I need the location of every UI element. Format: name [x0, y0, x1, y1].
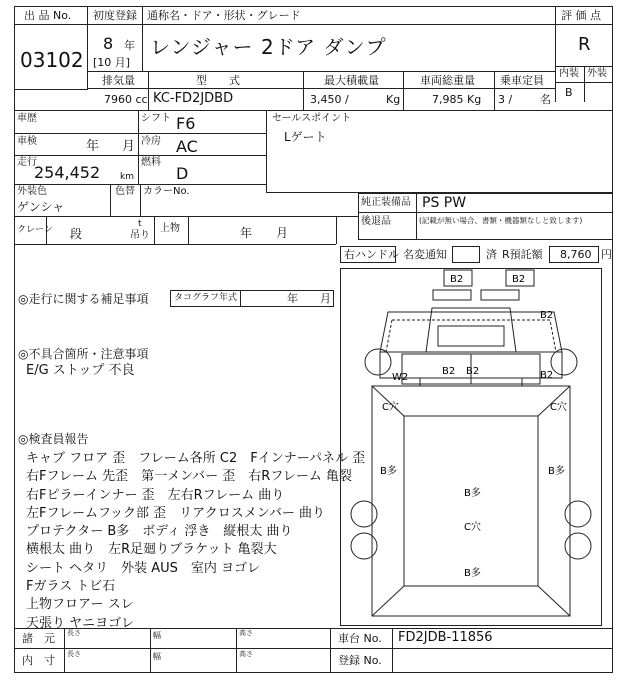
car-name: レンジャー 2ドア ダンプ [150, 35, 387, 59]
displacement-label: 排気量 [102, 74, 135, 87]
cab-dashed-l [386, 320, 392, 352]
inspector-line: キャブ フロア 歪 フレーム各所 C2 Fインナーパネル 歪 [26, 451, 366, 466]
mileage-value: 254,452 [34, 163, 101, 182]
first-reg-year-unit: 年 [124, 39, 135, 52]
bed-inner [404, 416, 538, 586]
spec-vline-2 [303, 71, 304, 110]
bed-month: 月 [276, 226, 289, 240]
mirror-right [481, 290, 519, 300]
cab-dashed [392, 320, 556, 352]
header-vline-1 [142, 6, 143, 71]
retrofit-note: (記載が無い場合、書類・機器類なしと致します) [419, 216, 583, 225]
crane-label: クレーン [17, 225, 53, 235]
bed-outer [372, 386, 570, 616]
ext-color-value: ゲンシャ [17, 200, 65, 214]
wheel-rr1 [565, 501, 591, 527]
mark-b2-right: B2 [540, 310, 554, 321]
equip-value: PS PW [422, 195, 467, 211]
model-label: 型 式 [196, 74, 240, 87]
inspector-lines [26, 447, 365, 630]
wheel-rl1 [351, 501, 377, 527]
maxload-value: 3,450 / [310, 93, 349, 106]
details-line-2 [14, 155, 266, 156]
mark-b2-side: B2 [540, 370, 554, 381]
history-label: 車歴 [17, 113, 37, 124]
length-label-1: 長さ [67, 629, 81, 637]
inspector-line: プロテクター B多 ボディ 浮き 縦根太 曲り [26, 524, 293, 540]
mark-b-center: B多 [464, 488, 481, 499]
ext-color-label: 外装色 [17, 186, 47, 197]
capacity-unit: 名 [540, 93, 551, 106]
defect-title: ◎不具合箇所・注意事項 [18, 347, 149, 361]
mark-c-left: C穴 [382, 402, 399, 413]
crane-vline-4 [336, 216, 337, 244]
mark-b2-top-right: B2 [512, 274, 526, 285]
details-line-1 [14, 133, 266, 134]
naigai-label: 内 寸 [22, 654, 55, 667]
shoen-label: 諸 元 [22, 632, 55, 645]
inspector-line: 天張り ヤニヨゴレ [26, 615, 135, 631]
interior-grade: B [565, 86, 573, 99]
mark-b2-top-left: B2 [450, 274, 464, 285]
retrofit-label: 後退品 [361, 216, 391, 227]
inspection-label: 車検 [17, 136, 37, 147]
inspector-title: ◎検査員報告 [18, 432, 89, 446]
first-reg-year: 8 [103, 34, 114, 53]
mileage-label: 走行 [17, 157, 37, 168]
tax-unit: 円 [601, 248, 612, 261]
footer-line-top [14, 628, 613, 629]
tacho-year: 年 [287, 292, 298, 305]
footer-vline-5 [392, 628, 393, 673]
lot-number: 03102 [20, 48, 84, 72]
lot-label: 出 品 No. [24, 9, 72, 22]
tacho-vline [240, 290, 241, 307]
mark-b-bottom: B多 [464, 568, 481, 579]
truck-damage-diagram [340, 268, 602, 626]
equip-vline [416, 193, 417, 240]
shift-value: F6 [176, 114, 196, 133]
footer-line-mid [14, 648, 613, 649]
tax-amount: 8,760 [560, 248, 592, 261]
roof [438, 326, 504, 346]
mark-b2-cab-right: B2 [466, 366, 480, 377]
spec-line-top [88, 71, 555, 72]
sales-point-value: Lゲート [284, 130, 327, 144]
mark-c-center: C穴 [464, 522, 481, 533]
inspector-line: Fガラス トビ石 [26, 579, 116, 595]
equip-label: 純正装備品 [361, 197, 411, 208]
inspector-line: 右Fフレーム 先歪 第一メンバー 歪 右Rフレーム 亀裂 [26, 469, 352, 485]
grade-line-1 [555, 24, 613, 25]
inspector-line: 左Fフレームフック部 歪 リアクロスメンバー 曲り [26, 505, 326, 521]
wheel-rr2 [565, 533, 591, 559]
bed-year: 年 [240, 226, 253, 240]
tax-label: R預託額 [502, 248, 543, 261]
bed-label: 上物 [160, 223, 180, 234]
inspection-month: 月 [122, 139, 136, 154]
inspection-year: 年 [86, 139, 100, 154]
footer-vline-4 [330, 628, 331, 673]
gvw-value: 7,985 Kg [432, 93, 482, 106]
reg-label: 登録 No. [338, 654, 382, 667]
mirror-left [433, 290, 471, 300]
maxload-label: 最大積載量 [324, 74, 379, 87]
crane-step: 段 [70, 227, 83, 241]
crane-vline-3 [188, 216, 189, 244]
chassis-label: 車台 No. [338, 632, 382, 645]
name-label: 通称名・ドア・形状・グレード [147, 9, 301, 22]
shift-label: シフト [141, 113, 171, 124]
displacement-value: 7960 cc [104, 93, 148, 106]
footer-vline-1 [64, 628, 65, 673]
crane-t: t [138, 219, 142, 229]
first-reg-month: [10 月] [93, 56, 131, 69]
capacity-label: 乗車定員 [500, 74, 544, 87]
spec-line-mid [88, 88, 555, 89]
grade-vline-2 [584, 66, 585, 102]
maxload-unit: Kg [386, 93, 401, 106]
name-change-box [452, 246, 480, 263]
inspector-line: シート ヘタリ 外装 AUS 室内 ヨゴレ [26, 560, 261, 576]
sales-point-label: セールスポイント [272, 113, 352, 124]
footer-vline-2 [150, 628, 151, 673]
tax-mark: 済 [486, 248, 497, 261]
height-label-2: 高さ [239, 650, 253, 658]
mark-b-right: B多 [548, 466, 565, 477]
tacho-label: タコグラフ年式 [174, 293, 238, 303]
details-vline-1 [138, 110, 139, 185]
color-line-bottom [14, 216, 358, 217]
crane-lift: 吊り [130, 230, 150, 241]
mark-b2-cab-left: B2 [442, 366, 456, 377]
fuel-value: D [176, 164, 189, 183]
spec-vline-1 [148, 71, 149, 110]
mark-w2: W2 [392, 372, 409, 383]
width-label-2: 幅 [153, 652, 161, 661]
crane-vline-2 [154, 216, 155, 244]
grade-value: R [578, 34, 591, 55]
exterior-label: 外装 [587, 68, 607, 79]
color-vline-1 [110, 184, 111, 216]
mark-c-right: C穴 [550, 402, 567, 413]
length-label-2: 長さ [67, 650, 81, 658]
crane-line-bottom [14, 244, 336, 245]
inspector-line: 横根太 曲り 左R足廻りブラケット 亀裂大 [26, 542, 277, 558]
fuel-label: 燃料 [141, 157, 161, 168]
capacity-value: 3 / [498, 93, 513, 106]
width-label-1: 幅 [153, 631, 161, 640]
lot-divider [14, 24, 88, 25]
ac-label: 冷房 [141, 136, 161, 147]
spec-vline-3 [403, 71, 404, 110]
wheel-fl [365, 349, 391, 375]
interior-label: 内装 [559, 68, 579, 79]
inspector-line: 右Fピラーインナー 歪 左右Rフレーム 曲り [26, 487, 285, 503]
color-no-label: 色替 [115, 186, 135, 197]
model-value: KC-FD2JDBD [153, 91, 234, 106]
wheel-rl2 [351, 533, 377, 559]
color-no-label-2: カラーNo. [143, 186, 190, 197]
chassis-no: FD2JDB-11856 [398, 630, 493, 645]
color-vline-2 [140, 184, 141, 216]
handle-value: 右ハンドル [344, 248, 399, 261]
mark-b-left: B多 [380, 466, 397, 477]
wheel-fr [551, 349, 577, 375]
gvw-label: 車両総重量 [420, 74, 475, 87]
running-title: ◎走行に関する補足事項 [18, 292, 149, 306]
first-reg-label: 初度登録 [93, 9, 137, 22]
header-line-1 [88, 24, 555, 25]
equip-line [358, 212, 613, 213]
grade-label: 評 価 点 [561, 9, 601, 22]
footer-vline-3 [236, 628, 237, 673]
tacho-month: 月 [320, 292, 331, 305]
inspector-line: 上物フロアー スレ [26, 597, 134, 613]
height-label-1: 高さ [239, 629, 253, 637]
spec-vline-4 [494, 71, 495, 110]
windshield [426, 308, 516, 352]
mileage-unit: km [120, 172, 134, 182]
bed-diag-4 [538, 586, 570, 616]
ac-value: AC [176, 137, 198, 156]
bed-diag-3 [372, 586, 404, 616]
defect-text: E/G ストップ 不良 [26, 363, 135, 378]
name-change-label: 名変通知 [403, 248, 447, 261]
grade-vline [555, 6, 556, 102]
